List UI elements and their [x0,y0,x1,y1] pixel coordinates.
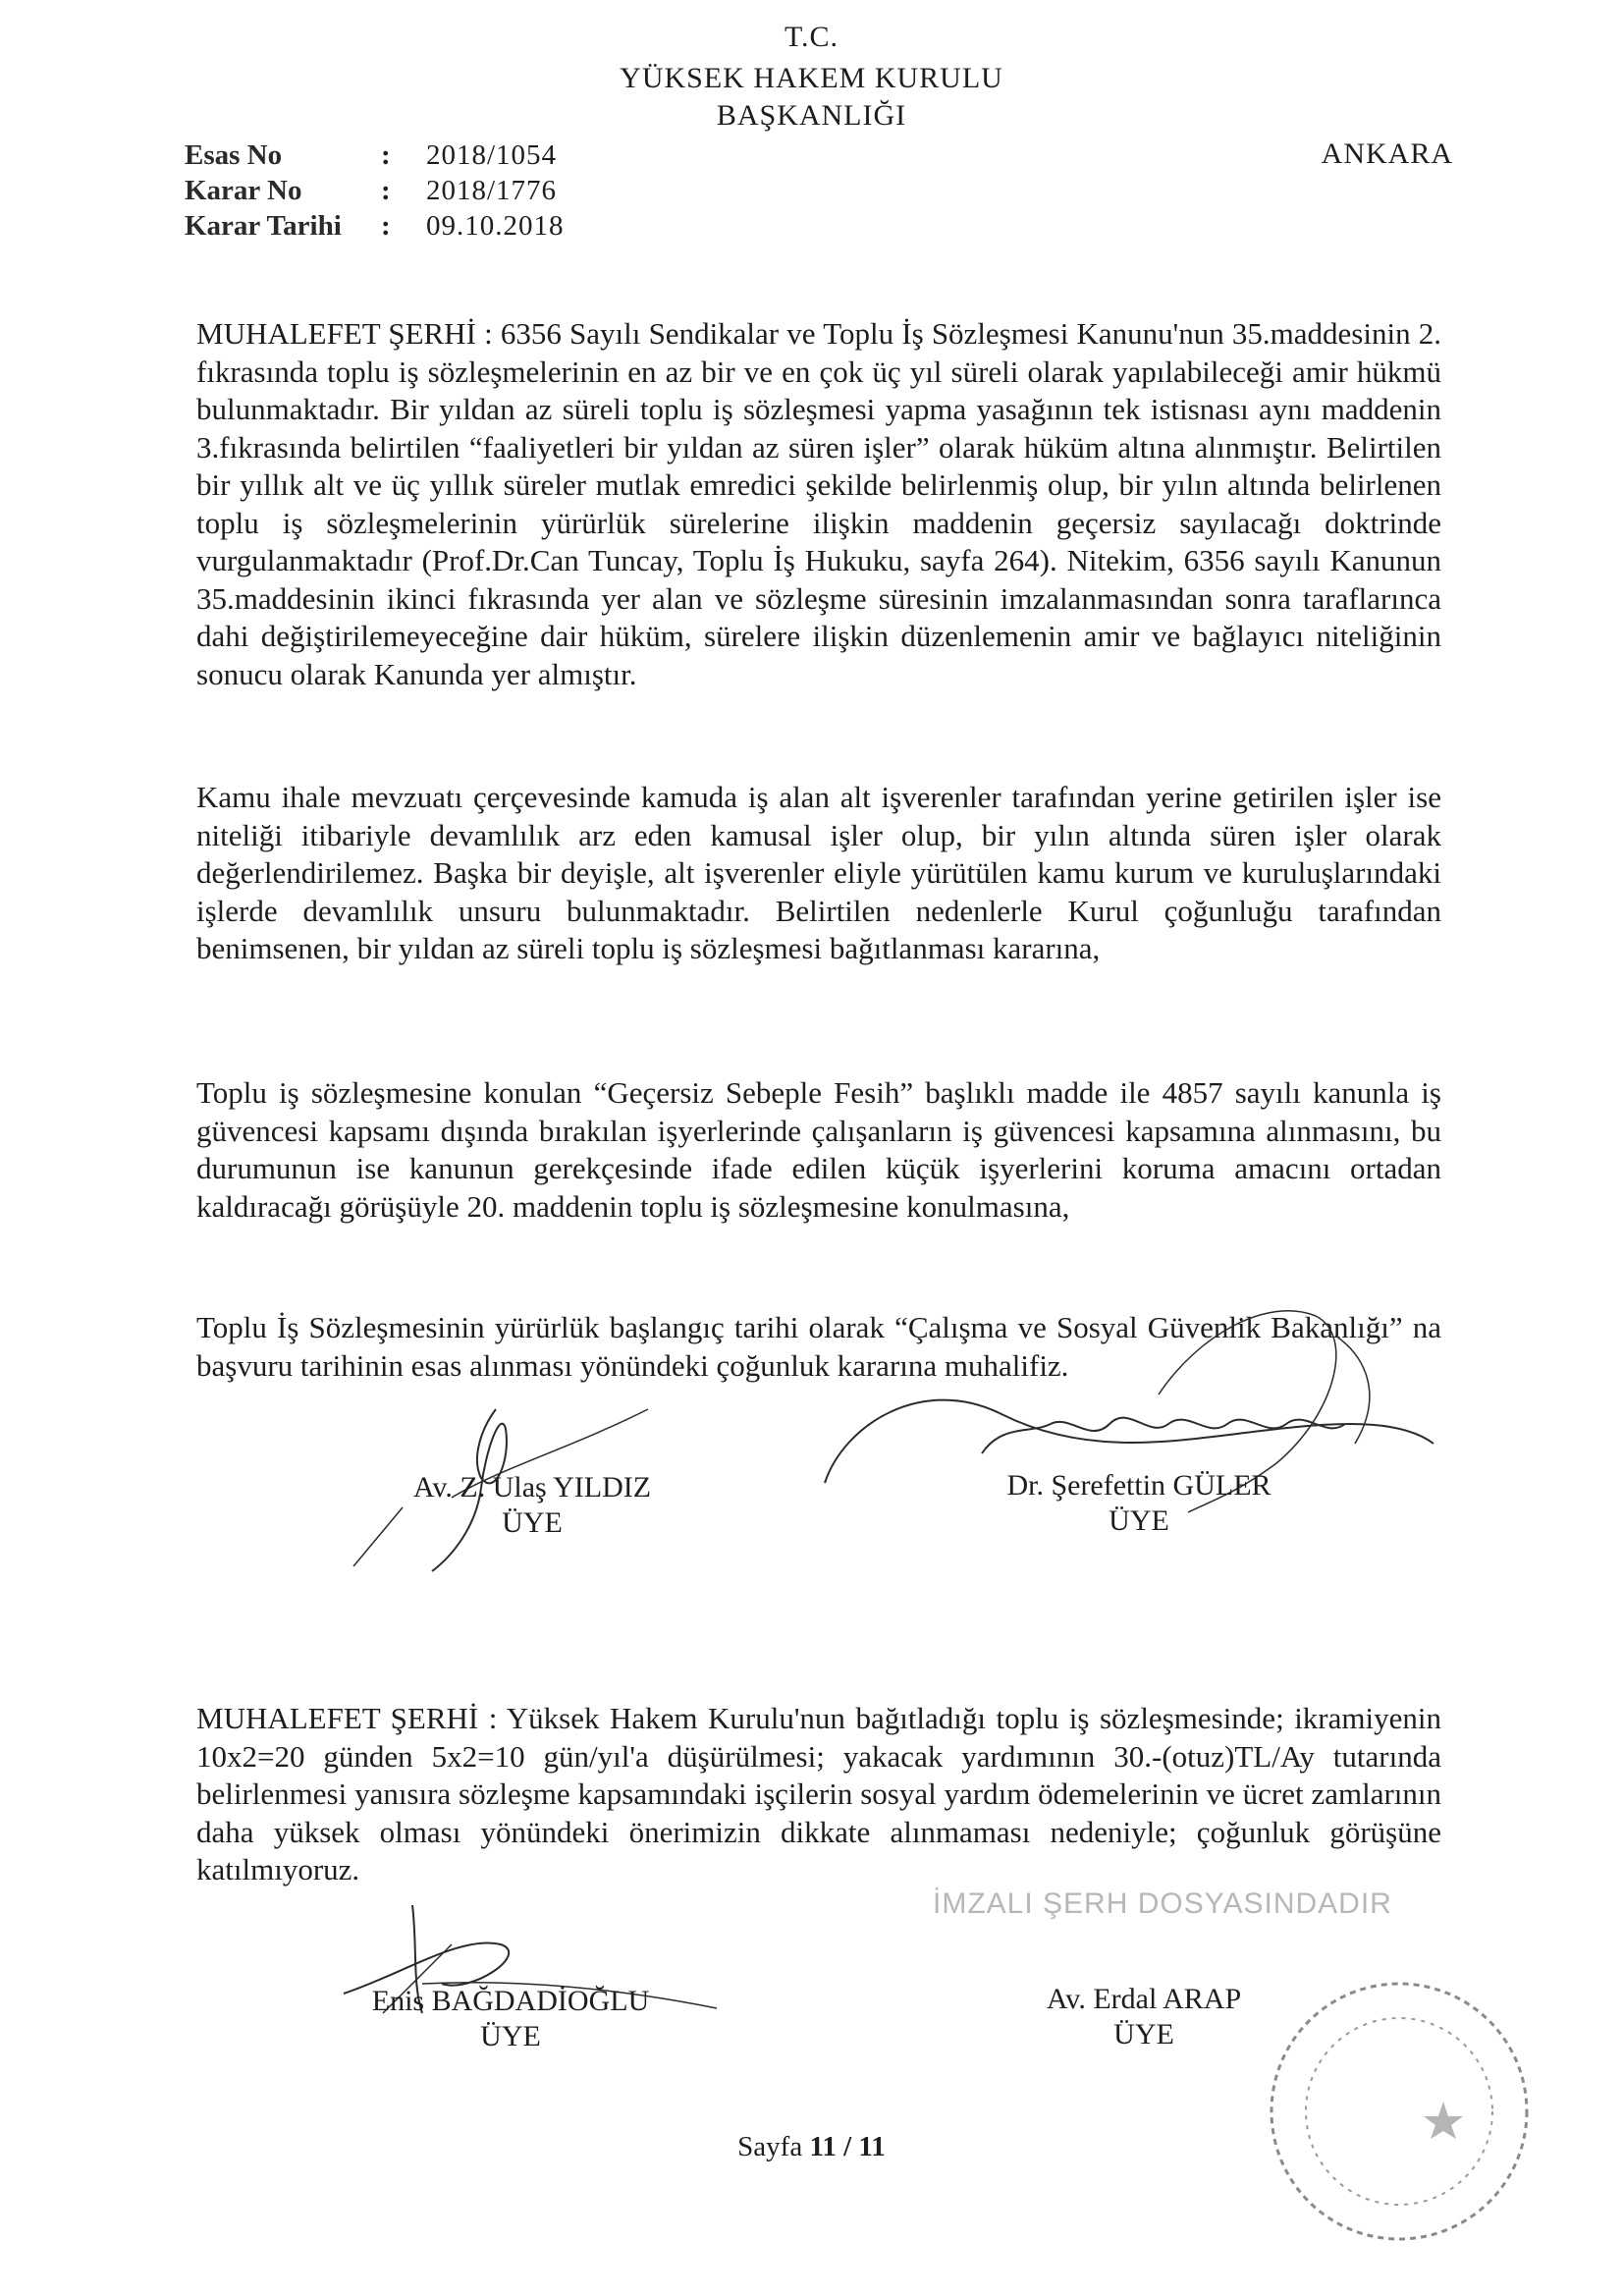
page-footer [0,2131,1623,2163]
dissent-paragraph-3: Toplu iş sözleşmesine konulan “Geçersiz Sebeple Fesih” başlıklı madde ile 4857 sayılı kanunla iş güvencesi kapsamı dışında bırakılan işyerlerinde çalışanların iş güvencesi kapsamına alınmasını, bu durumunun ise kanunun gerekçesinde ifade edilen küçük işyerlerini koruma amacını ortadan kaldıracağı görüşüyle 20. maddenin toplu iş sözleşmesine konulmasına, [196,1075,1441,1224]
signature-block-guler [928,1468,1350,1539]
dissent-paragraph-4: Toplu İş Sözleşmesinin yürürlük başlangıç tarihi olarak “Çalışma ve Sosyal Güvenlik Bakanlığı” na başvuru tarihinin esas alınması yönündeki çoğunluk kararına muhalifiz. [196,1310,1441,1383]
meta-row-karar: Karar No : 2018/1776 [185,175,558,206]
dissent-paragraph-5: MUHALEFET ŞERHİ : Yüksek Hakem Kurulu'nun bağıtladığı toplu iş sözleşmesinde; ikramiyenin 10x2=20 günden 5x2=10 gün/yıl'a düşürülmesi; yakacak yardımının 30.-(otuz)TL/Ay tutarında belirlenmesi yanısıra sözleşme kapsamındaki işçilerin sosyal yardım ödemelerinin ve ücret zamlarının daha yüksek olması yönündeki önerimizin dikkate alınmaması nedeniyle; çoğunluk görüşüne katılmıyoruz. [196,1701,1441,1886]
signature-block-bagdadioglu [324,1984,697,2054]
meta-value: 2018/1776 [426,175,558,206]
signatory-title: ÜYE [502,1506,563,1539]
signatory-name: Av. Z. Ulaş YILDIZ [412,1471,652,1503]
header-line-presidency: BAŞKANLIĞI [716,99,907,132]
official-seal-icon [1252,1964,1546,2259]
city-label: ANKARA [1321,137,1453,170]
meta-value: 09.10.2018 [426,210,565,242]
signed-dissent-stamp-text: İMZALI ŞERH DOSYASINDADIR [933,1887,1392,1920]
header-line-institution: YÜKSEK HAKEM KURULU [620,62,1003,94]
signatory-title: ÜYE [480,2020,541,2052]
case-metadata [185,137,565,244]
signature-block-yildiz [385,1470,679,1541]
meta-value: 2018/1054 [426,139,558,171]
signatory-name: Av. Erdal ARAP [1046,1983,1242,2015]
signatory-name: Enis BAĞDADİOĞLU [371,1985,650,2017]
footer-prefix: Sayfa [737,2131,803,2162]
meta-label: Karar Tarihi [185,210,342,242]
signatory-name: Dr. Şerefettin GÜLER [1006,1469,1271,1502]
signatory-title: ÜYE [1109,1504,1169,1537]
meta-row-tarih: Karar Tarihi : 09.10.2018 [185,210,565,242]
page-number: 11 / 11 [809,2131,886,2162]
meta-label: Esas No [185,139,283,171]
dissent-paragraph-1: MUHALEFET ŞERHİ : 6356 Sayılı Sendikalar ve Toplu İş Sözleşmesi Kanunu'nun 35.maddesinin 2. fıkrasında toplu iş sözleşmelerinin en az bir ve en çok üç yıl süreli olarak yapılabileceği amir hükmü bulunmaktadır. Bir yıldan az süreli toplu iş sözleşmesi yapma yasağının tek istisnası aynı maddenin 3.fıkrasında belirtilen “faaliyetleri bir yıldan az süren işler” olarak hüküm altına alınmıştır. Belirtilen bir yıllık alt ve üç yıllık süreler mutlak emredici şekilde belirlenmiş olup, bir yılın altında belirlenen toplu iş sözleşmelerinin yürürlük sürelerine ilişkin maddenin geçersiz sayılacağı doktrinde vurgulanmaktadır (Prof.Dr.Can Tuncay, Toplu İş Hukuku, sayfa 264). Nitekim, 6356 sayılı Kanunun 35.maddesinin ikinci fıkrasında yer alan ve sözleşme süresinin imzalanmasından sonra taraflarınca dahi değiştirilemeyeceğine dair hüküm, sürelere ilişkin düzenlemenin amir ve bağlayıcı niteliğinin sonucu olarak Kanunda yer almıştır. [196,316,1441,691]
signatory-title: ÜYE [1113,2018,1174,2050]
meta-row-esas: Esas No : 2018/1054 [185,139,558,171]
meta-label: Karar No [185,175,302,206]
dissent-paragraph-2: Kamu ihale mevzuatı çerçevesinde kamuda iş alan alt işverenler tarafından yerine getirilen işler ise niteliği itibariyle devamlılık arz eden kamusal işler olup, bir yılın altında süren işler olarak değerlendirilemez. Başka bir deyişle, alt işverenler eliyle yürütülen kamu kurum ve kuruluşlarındaki işlerde devamlılık unsuru bulunmaktadır. Belirtilen nedenlerle Kurul çoğunluğu tarafından benimsenen, bir yıldan az süreli toplu iş sözleşmesi bağıtlanması kararına, [196,780,1441,965]
header-line-tc: T.C. [784,21,839,53]
